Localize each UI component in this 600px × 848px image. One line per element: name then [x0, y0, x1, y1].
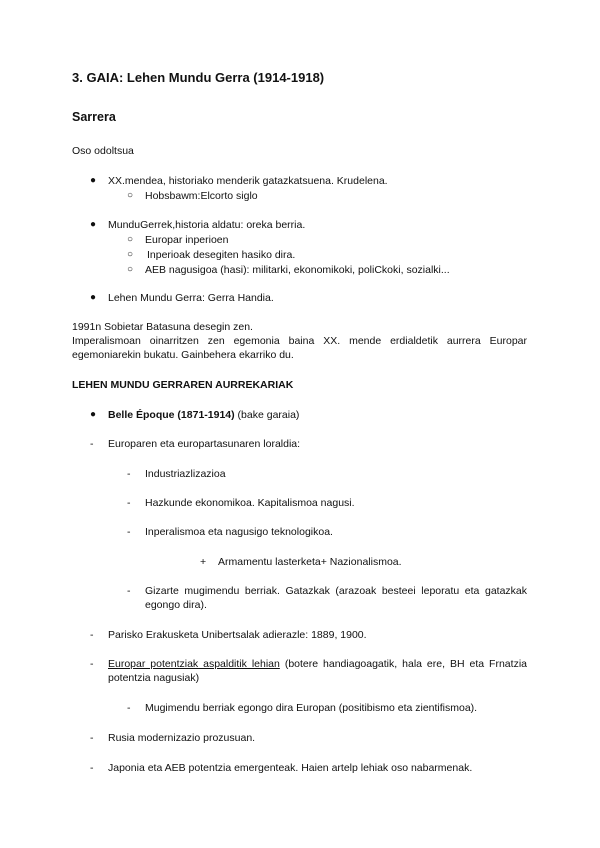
- belle-epoque-note: (bake garaia): [234, 409, 300, 421]
- dash-marker: -: [127, 702, 131, 714]
- list-item: Japonia eta AEB potentzia emergenteak. Haien artelp lehiak oso nabarmenak.: [108, 762, 473, 774]
- bullet-circle-icon: ○: [127, 249, 134, 260]
- section-heading: Sarrera: [72, 110, 116, 124]
- list-item: [108, 657, 527, 685]
- dash-marker: -: [90, 438, 94, 450]
- page-title: 3. GAIA: Lehen Mundu Gerra (1914-1918): [72, 70, 325, 85]
- dash-marker: -: [90, 732, 94, 744]
- underlined-text: Europar potentziak aspalditik lehian: [108, 658, 280, 670]
- dash-marker: -: [127, 526, 131, 538]
- plus-marker: +: [200, 556, 207, 568]
- list-item: Industriazlizazioa: [145, 468, 226, 480]
- bullet-dot-icon: ●: [90, 409, 97, 420]
- bullet-circle-icon: ○: [127, 190, 134, 201]
- list-item: Parisko Erakusketa Unibertsalak adierazle: 1889, 1900.: [108, 629, 367, 641]
- list-item: Lehen Mundu Gerra: Gerra Handia.: [108, 292, 274, 304]
- belle-epoque-label: Belle Époque (1871-1914): [108, 409, 235, 421]
- paragraph-2: Imperalismoan oinarritzen zen egemonia baina XX. mende erdialdetik aurrera Europar egemoniarekin bukatu. Gainbehera ekarriko du.: [72, 335, 527, 361]
- intro-line: Oso odoltsua: [72, 145, 134, 157]
- list-item: MunduGerrek,historia aldatu: oreka berria.: [108, 219, 306, 231]
- list-item: Armamentu lasterketa+ Nazionalismoa.: [218, 556, 402, 568]
- dash-marker: -: [127, 497, 131, 509]
- sub-list-item: Europar inperioen: [145, 234, 229, 246]
- list-item: Inperalismoa eta nagusigo teknologikoa.: [145, 526, 333, 538]
- paragraph-1: 1991n Sobietar Batasuna desegin zen.: [72, 321, 253, 333]
- belle-epoque-item: [108, 408, 299, 422]
- causes-heading: LEHEN MUNDU GERRAREN AURREKARIAK: [72, 379, 294, 391]
- bullet-dot-icon: ●: [90, 175, 97, 186]
- list-item: Mugimendu berriak egongo dira Europan (positibismo eta zientifismoa).: [145, 702, 478, 714]
- dash-marker: -: [127, 468, 131, 480]
- bullet-circle-icon: ○: [127, 264, 134, 275]
- dash-marker: -: [90, 658, 94, 670]
- list-item: Hazkunde ekonomikoa. Kapitalismoa nagusi.: [145, 497, 355, 509]
- dash-marker: -: [90, 629, 94, 641]
- bullet-dot-icon: ●: [90, 219, 97, 230]
- sub-list-item: AEB nagusigoa (hasi): militarki, ekonomikoki, poliCkoki, sozialki...: [145, 264, 450, 276]
- list-item: XX.mendea, historiako menderik gatazkatsuena. Krudelena.: [108, 175, 388, 187]
- list-item: Rusia modernizazio prozusuan.: [108, 732, 256, 744]
- sub-list-item: Hobsbawm:Elcorto siglo: [145, 190, 258, 202]
- list-item: Gizarte mugimendu berriak. Gatazkak (arazoak besteei leporatu eta gatazkak egongo dira).: [145, 585, 527, 611]
- dash-marker: -: [127, 585, 131, 597]
- bullet-circle-icon: ○: [127, 234, 134, 245]
- list-item-rest: (botere handiagoagatik, hala ere, BH eta Frnatzia potentzia nagusiak): [108, 658, 527, 684]
- sub-list-item: Inperioak desegiten hasiko dira.: [147, 249, 296, 261]
- list-item: Europaren eta europartasunaren loraldia:: [108, 438, 301, 450]
- bullet-dot-icon: ●: [90, 292, 97, 303]
- dash-marker: -: [90, 762, 94, 774]
